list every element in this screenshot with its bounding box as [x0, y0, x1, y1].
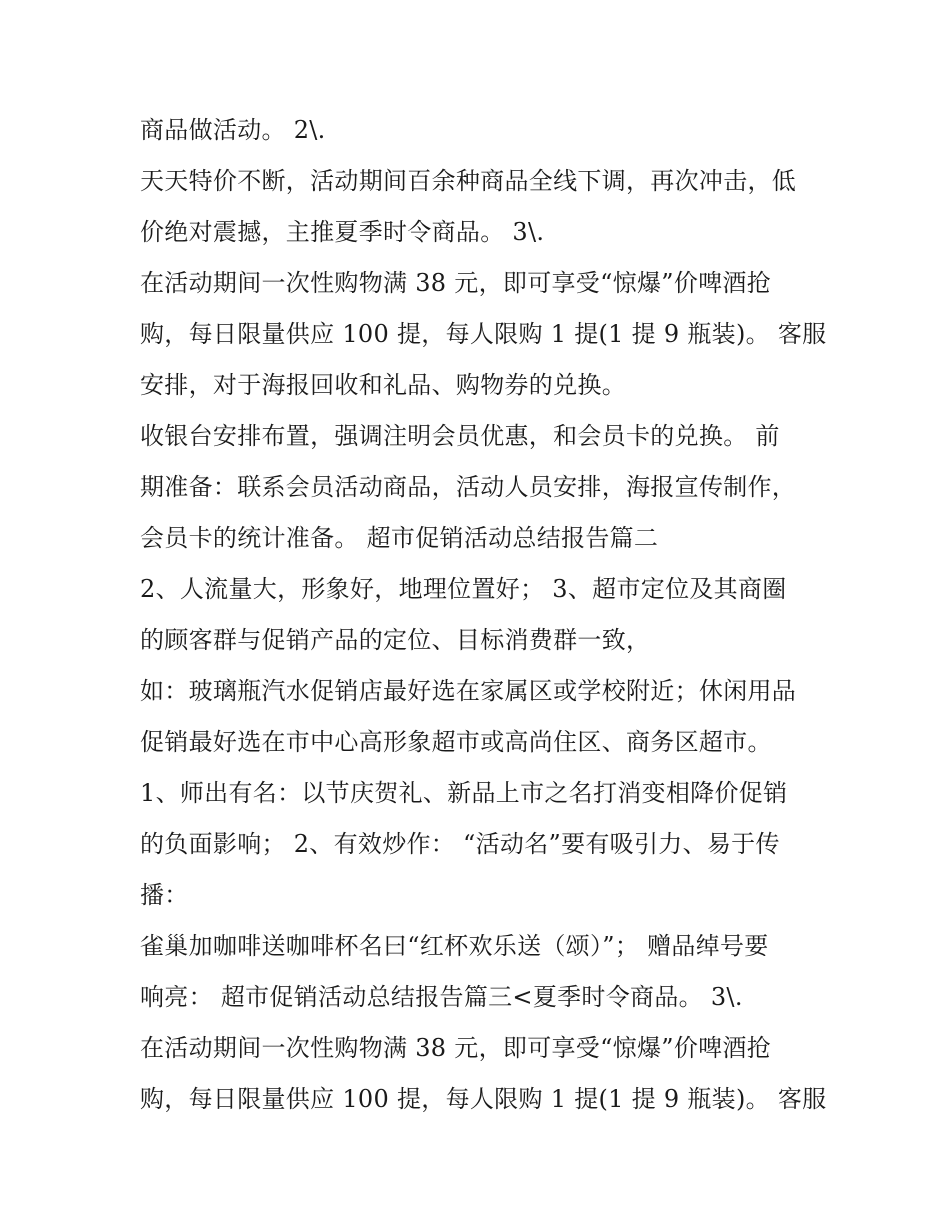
text-line: 1、师出有名：以节庆贺礼、新品上市之名打消变相降价促销: [140, 779, 788, 807]
text-line: 如：玻璃瓶汽水促销店最好选在家属区或学校附近；休闲用品: [140, 677, 797, 705]
body-text: [140, 112, 830, 1132]
text-line: 期准备：联系会员活动商品，活动人员安排，海报宣传制作，: [140, 473, 797, 501]
text-line: 2、人流量大，形象好，地理位置好； 3、超市定位及其商圈: [140, 575, 787, 603]
text-line: 响亮： 超市促销活动总结报告篇三<夏季时令商品。 3\.: [140, 983, 743, 1011]
text-line: 天天特价不断，活动期间百余种商品全线下调，再次冲击，低: [140, 167, 797, 195]
text-line: 在活动期间一次性购物满 38 元，即可享受“惊爆”价啤酒抢: [140, 269, 772, 297]
text-line: 的负面影响； 2、有效炒作： “活动名”要有吸引力、易于传: [140, 830, 780, 858]
text-line: 播：: [140, 881, 189, 909]
text-line: 雀巢加咖啡送咖啡杯名曰“红杯欢乐送（颂）”； 赠品绰号要: [140, 932, 769, 960]
text-line: 促销最好选在市中心高形象超市或高尚住区、商务区超市。: [140, 728, 772, 756]
text-line: 购，每日限量供应 100 提，每人限购 1 提(1 提 9 瓶装)。 客服: [140, 1085, 827, 1113]
text-line: 购，每日限量供应 100 提，每人限购 1 提(1 提 9 瓶装)。 客服: [140, 320, 827, 348]
text-line: 收银台安排布置，强调注明会员优惠，和会员卡的兑换。 前: [140, 422, 780, 450]
text-line: 会员卡的统计准备。 超市促销活动总结报告篇二: [140, 524, 659, 552]
text-line: 价绝对震撼，主推夏季时令商品。 3\.: [140, 218, 545, 246]
text-line: 的顾客群与促销产品的定位、目标消费群一致，: [140, 626, 651, 654]
text-line: 商品做活动。 2\.: [140, 116, 326, 144]
text-line: 在活动期间一次性购物满 38 元，即可享受“惊爆”价啤酒抢: [140, 1034, 772, 1062]
text-line: 安排，对于海报回收和礼品、购物券的兑换。: [140, 371, 626, 399]
